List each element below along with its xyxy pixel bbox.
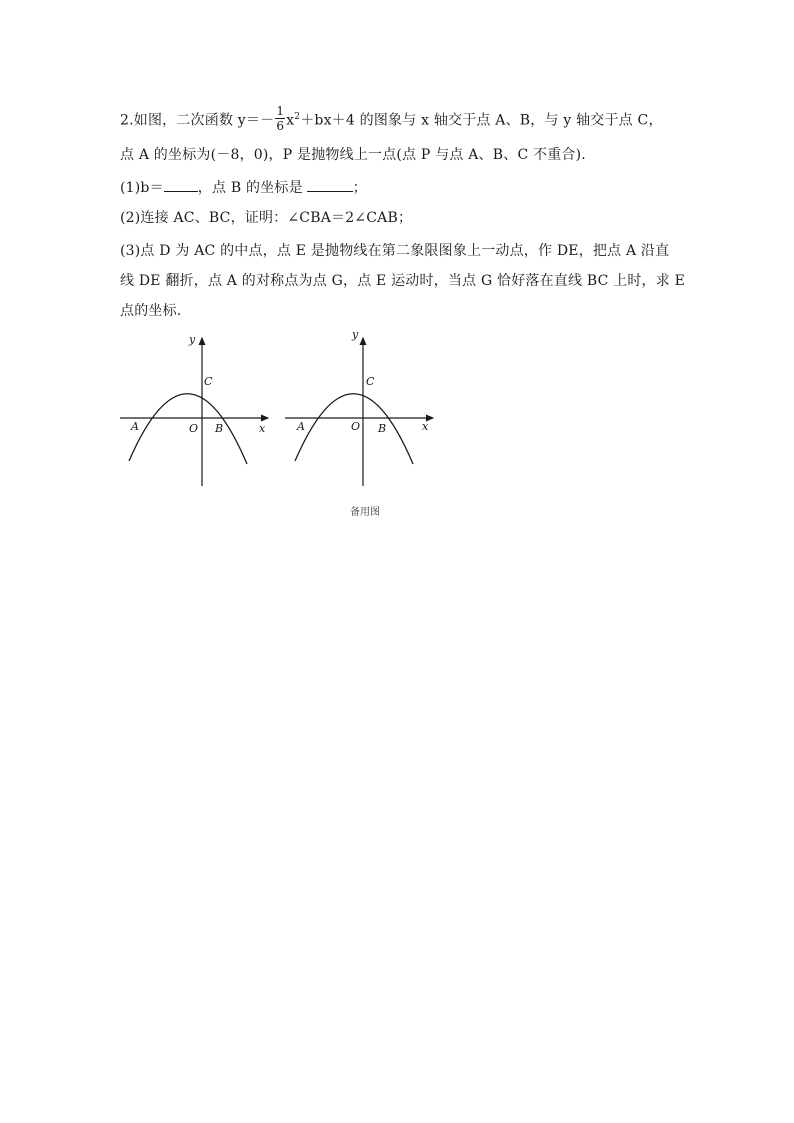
label-o: O [351, 420, 361, 433]
label-c: C [204, 375, 213, 388]
exponent: 2 [294, 111, 301, 122]
question-3-line-3: 点的坐标. [120, 303, 182, 319]
problem-text-prefix: 2.如图，二次函数 y＝－ [120, 112, 275, 129]
figure-spare [285, 330, 433, 486]
parabola-figures [118, 330, 448, 495]
label-x: x [422, 420, 429, 433]
label-a: A [297, 420, 305, 433]
problem-line-2: 点 A 的坐标为(－8，0)，P 是抛物线上一点(点 P 与点 A、B、C 不重合). [120, 147, 586, 163]
variable-x: x [286, 112, 295, 129]
question-1-text-a: (1)b＝ [120, 180, 164, 196]
label-b: B [378, 422, 387, 435]
question-1-text-b: ，点 B 的坐标是 [197, 180, 303, 196]
question-2: (2)连接 AC、BC，证明：∠CBA＝2∠CAB； [120, 210, 413, 226]
fraction-one-sixth [275, 104, 285, 133]
question-1 [120, 177, 367, 198]
label-a: A [131, 420, 139, 433]
label-x: x [259, 422, 266, 435]
answer-blank-point-b[interactable] [307, 177, 353, 192]
figure-main [120, 333, 268, 486]
problem-text-suffix: ＋bx＋4 的图象与 x 轴交于点 A、B，与 y 轴交于点 C， [300, 112, 663, 129]
figures-container [118, 330, 448, 495]
fraction-denominator: 6 [276, 119, 285, 133]
figure-caption: 备用图 [350, 507, 380, 518]
label-y: y [352, 330, 359, 341]
label-y: y [189, 333, 196, 346]
answer-blank-b[interactable] [164, 177, 198, 192]
parabola-curve [129, 394, 247, 464]
question-1-text-c: ； [352, 180, 367, 196]
label-b: B [215, 422, 224, 435]
question-3-line-2: 线 DE 翻折，点 A 的对称点为点 G，点 E 运动时，当点 G 恰好落在直线 BC 上时，求 E [120, 273, 686, 289]
label-o: O [189, 422, 199, 435]
label-c: C [366, 375, 375, 388]
fraction-numerator: 1 [276, 104, 285, 118]
question-3-line-1: (3)点 D 为 AC 的中点，点 E 是抛物线在第二象限图象上一动点，作 DE，把点 A 沿直 [120, 243, 670, 259]
problem-line-1 [120, 106, 663, 135]
